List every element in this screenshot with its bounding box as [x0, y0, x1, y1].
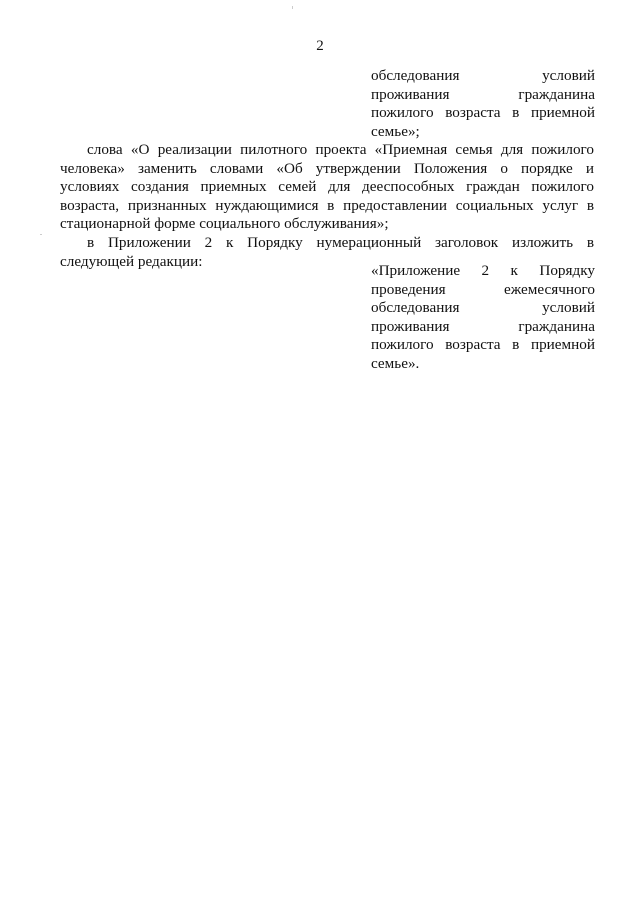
top-right-line-4: семье»; — [371, 122, 420, 140]
paragraph-2-line-2: следующей редакции: — [60, 252, 203, 270]
paragraph-1 — [60, 141, 594, 234]
paragraph-2-line-1: в Приложении 2 к Порядку нумерационный заголовок изложить в — [87, 233, 594, 251]
top-right-line-2: проживания гражданина — [371, 85, 595, 103]
paragraph-1-line-3: условиях создания приемных семей для дееспособных граждан пожилого — [60, 178, 594, 196]
top-right-line-3: пожилого возраста в приемной — [371, 104, 595, 122]
scan-mark-top — [292, 6, 293, 9]
top-right-line-1: обследования условий — [371, 67, 595, 84]
bottom-right-line-3: обследования условий — [371, 299, 595, 317]
paragraph-1-line-4: возраста, признанных нуждающимися в предоставлении социальных услуг в — [60, 196, 594, 214]
bottom-right-line-5: пожилого возраста в приемной — [371, 336, 595, 354]
top-right-text-block — [371, 67, 595, 141]
bottom-right-line-6: семье». — [371, 354, 420, 372]
paragraph-1-line-1: слова «О реализации пилотного проекта «Приемная семья для пожилого — [87, 141, 594, 158]
bottom-right-line-4: проживания гражданина — [371, 317, 595, 335]
bottom-right-line-2: проведения ежемесячного — [371, 280, 595, 298]
page-number: 2 — [316, 38, 324, 54]
bottom-right-text-block — [371, 262, 595, 374]
scan-mark-left — [40, 234, 42, 235]
paragraph-1-line-2: человека» заменить словами «Об утверждении Положения о порядке и — [60, 159, 594, 177]
bottom-right-line-1: «Приложение 2 к Порядку — [371, 262, 595, 279]
body-text — [60, 141, 594, 271]
paragraph-1-line-5: стационарной форме социального обслуживания»; — [60, 215, 389, 233]
